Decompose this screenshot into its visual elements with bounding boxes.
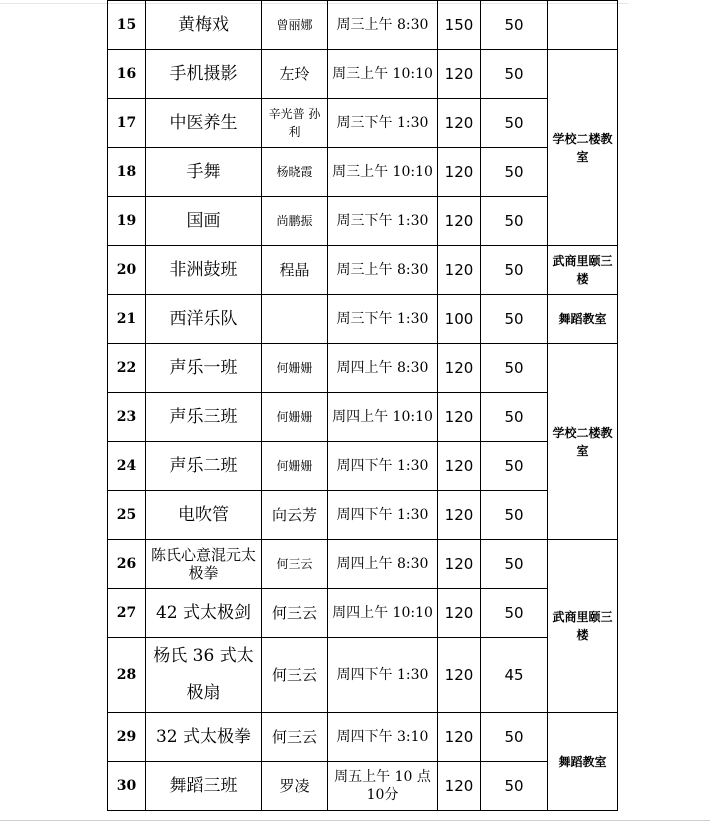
class-hours: 120: [438, 762, 481, 811]
class-hours: 120: [438, 246, 481, 295]
course-name: 国画: [146, 197, 262, 246]
teacher-name: 何姗姗: [262, 393, 328, 442]
class-capacity: 50: [481, 1, 548, 50]
row-number: 22: [108, 344, 146, 393]
row-number: 30: [108, 762, 146, 811]
course-name: 舞蹈三班: [146, 762, 262, 811]
class-time: 周三上午 10:10: [328, 148, 438, 197]
table-row: [108, 50, 618, 99]
class-capacity: 50: [481, 442, 548, 491]
class-time: 周五上午 10 点 10分: [328, 762, 438, 811]
course-name: 声乐一班: [146, 344, 262, 393]
teacher-name: [262, 295, 328, 344]
teacher-name: 向云芳: [262, 491, 328, 540]
table-row: [108, 1, 618, 50]
course-name: 手机摄影: [146, 50, 262, 99]
teacher-name: 左玲: [262, 50, 328, 99]
table-row: [108, 344, 618, 393]
table-row: [108, 638, 618, 713]
location-cell: 舞蹈教室: [548, 713, 618, 811]
class-hours: 120: [438, 344, 481, 393]
row-number: 25: [108, 491, 146, 540]
class-capacity: 50: [481, 540, 548, 589]
class-time: 周四上午 10:10: [328, 393, 438, 442]
location-cell: 舞蹈教室: [548, 295, 618, 344]
course-name: 中医养生: [146, 99, 262, 148]
row-number: 16: [108, 50, 146, 99]
teacher-name: 罗凌: [262, 762, 328, 811]
class-capacity: 50: [481, 99, 548, 148]
row-number: 19: [108, 197, 146, 246]
teacher-name: 何姗姗: [262, 344, 328, 393]
table-row: [108, 442, 618, 491]
teacher-name: 杨晓霞: [262, 148, 328, 197]
class-time: 周四下午 1:30: [328, 491, 438, 540]
course-name: 手舞: [146, 148, 262, 197]
class-capacity: 50: [481, 713, 548, 762]
table-row: [108, 246, 618, 295]
class-hours: 120: [438, 393, 481, 442]
location-cell: 学校二楼教室: [548, 344, 618, 540]
class-capacity: 50: [481, 246, 548, 295]
class-capacity: 50: [481, 148, 548, 197]
course-name: 西洋乐队: [146, 295, 262, 344]
class-hours: 120: [438, 589, 481, 638]
class-time: 周三下午 1:30: [328, 99, 438, 148]
class-capacity: 50: [481, 50, 548, 99]
class-time: 周四下午 1:30: [328, 442, 438, 491]
table-row: [108, 393, 618, 442]
teacher-name: 程晶: [262, 246, 328, 295]
table-row: [108, 713, 618, 762]
class-time: 周四下午 3:10: [328, 713, 438, 762]
class-hours: 120: [438, 442, 481, 491]
location-cell: [548, 1, 618, 50]
class-hours: 150: [438, 1, 481, 50]
location-cell: 武商里颐三楼: [548, 246, 618, 295]
row-number: 27: [108, 589, 146, 638]
row-number: 21: [108, 295, 146, 344]
course-name: 非洲鼓班: [146, 246, 262, 295]
class-capacity: 50: [481, 344, 548, 393]
teacher-name: 辛光普 孙利: [262, 99, 328, 148]
row-number: 28: [108, 638, 146, 713]
table-row: [108, 295, 618, 344]
class-time: 周四下午 1:30: [328, 638, 438, 713]
class-capacity: 50: [481, 295, 548, 344]
course-name: 声乐三班: [146, 393, 262, 442]
class-hours: 120: [438, 99, 481, 148]
course-name: 42 式太极剑: [146, 589, 262, 638]
location-cell: 学校二楼教室: [548, 50, 618, 246]
teacher-name: 尚鹏振: [262, 197, 328, 246]
class-hours: 120: [438, 50, 481, 99]
row-number: 26: [108, 540, 146, 589]
class-time: 周四上午 8:30: [328, 540, 438, 589]
class-hours: 120: [438, 148, 481, 197]
class-hours: 120: [438, 713, 481, 762]
class-time: 周四上午 8:30: [328, 344, 438, 393]
table-row: [108, 491, 618, 540]
course-name: 32 式太极拳: [146, 713, 262, 762]
table-row: [108, 589, 618, 638]
course-name: 陈氏心意混元太极拳: [146, 540, 262, 589]
class-capacity: 50: [481, 589, 548, 638]
class-hours: 120: [438, 491, 481, 540]
location-cell: 武商里颐三楼: [548, 540, 618, 713]
teacher-name: 何三云: [262, 589, 328, 638]
bottom-divider: [0, 820, 710, 821]
teacher-name: 何三云: [262, 638, 328, 713]
course-name: 杨氏 36 式太极扇: [146, 638, 262, 713]
course-name: 电吹管: [146, 491, 262, 540]
teacher-name: 何三云: [262, 713, 328, 762]
class-hours: 100: [438, 295, 481, 344]
class-time: 周三上午 8:30: [328, 246, 438, 295]
table-row: [108, 148, 618, 197]
class-hours: 120: [438, 197, 481, 246]
row-number: 17: [108, 99, 146, 148]
class-time: 周四上午 10:10: [328, 589, 438, 638]
course-name: 声乐二班: [146, 442, 262, 491]
course-schedule-table: [107, 0, 618, 811]
table-row: [108, 762, 618, 811]
teacher-name: 何三云: [262, 540, 328, 589]
class-capacity: 50: [481, 393, 548, 442]
class-hours: 120: [438, 540, 481, 589]
class-capacity: 45: [481, 638, 548, 713]
class-time: 周三下午 1:30: [328, 197, 438, 246]
table-row: [108, 540, 618, 589]
class-capacity: 50: [481, 762, 548, 811]
course-name: 黄梅戏: [146, 1, 262, 50]
table-row: [108, 197, 618, 246]
teacher-name: 何姗姗: [262, 442, 328, 491]
row-number: 29: [108, 713, 146, 762]
class-capacity: 50: [481, 197, 548, 246]
row-number: 24: [108, 442, 146, 491]
class-time: 周三上午 10:10: [328, 50, 438, 99]
class-capacity: 50: [481, 491, 548, 540]
row-number: 18: [108, 148, 146, 197]
row-number: 20: [108, 246, 146, 295]
table-row: [108, 99, 618, 148]
class-time: 周三上午 8:30: [328, 1, 438, 50]
class-hours: 120: [438, 638, 481, 713]
row-number: 15: [108, 1, 146, 50]
row-number: 23: [108, 393, 146, 442]
class-time: 周三下午 1:30: [328, 295, 438, 344]
teacher-name: 曾丽娜: [262, 1, 328, 50]
